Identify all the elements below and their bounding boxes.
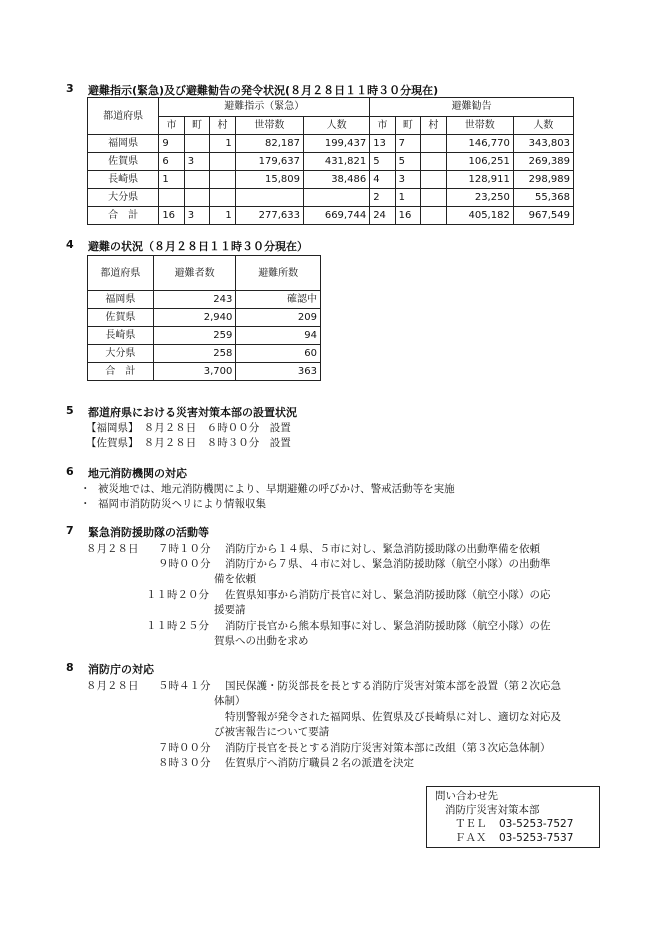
cell: 3 — [184, 207, 209, 225]
date-label: ８月２８日 — [86, 543, 139, 555]
cell — [210, 171, 235, 189]
entry-text-cont: 備を依頼 — [214, 573, 256, 585]
cell — [235, 189, 303, 207]
cell: 1 — [210, 135, 235, 153]
bullet-text: 福岡市消防防災ヘリにより情報収集 — [98, 498, 266, 510]
cell: 3 — [395, 171, 420, 189]
cell: 967,549 — [513, 207, 573, 225]
table-row — [88, 291, 321, 309]
section3-number: 3 — [66, 82, 74, 95]
header-households: 世帯数 — [446, 116, 513, 135]
fax-label: ＦＡＸ — [455, 832, 487, 844]
entry-text-cont: 賀県への出動を求め — [214, 635, 309, 647]
entry-text-cont: び被害報告について要請 — [214, 726, 330, 738]
cell: 5 — [395, 153, 420, 171]
cell: 259 — [153, 327, 236, 345]
cell: 16 — [159, 207, 184, 225]
section3-title: 避難指示(緊急)及び避難勧告の発令状況(８月２８日１１時３０分現在) — [88, 84, 439, 97]
table-row — [88, 135, 574, 153]
entry-time: ７時００分 — [158, 742, 211, 754]
bullet-icon: ・ — [80, 498, 91, 510]
section6-number: 6 — [66, 465, 74, 478]
cell: 405,182 — [446, 207, 513, 225]
cell: 243 — [153, 291, 236, 309]
contact-org: 消防庁災害対策本部 — [445, 804, 540, 816]
cell: 23,250 — [446, 189, 513, 207]
section5-number: 5 — [66, 404, 74, 417]
entry-text: 佐賀県知事から消防庁長官に対し、緊急消防援助隊（航空小隊）の応 — [225, 589, 551, 601]
cell — [184, 171, 209, 189]
entry-time: １１時２５分 — [146, 620, 209, 632]
table-row — [88, 345, 321, 363]
cell — [184, 135, 209, 153]
fax-number: 03-5253-7537 — [499, 832, 574, 844]
bullet-icon: ・ — [80, 483, 91, 495]
cell — [210, 153, 235, 171]
pref-cell: 合 計 — [88, 207, 159, 225]
section7-number: 7 — [66, 524, 74, 537]
section8-number: 8 — [66, 661, 74, 674]
header-city: 市 — [370, 116, 395, 135]
header-pref: 都道府県 — [88, 98, 159, 135]
cell: 277,633 — [235, 207, 303, 225]
contact-tel — [445, 817, 599, 831]
cell: 60 — [236, 345, 321, 363]
entry-time: ７時１０分 — [158, 543, 211, 555]
pref-cell: 福岡県 — [88, 291, 154, 309]
bullet-text: 被災地では、地元消防機関により、早期避難の呼びかけ、警戒活動等を実施 — [98, 483, 455, 495]
section4-title: 避難の状況（８月２８日１１時３０分現在） — [88, 240, 308, 253]
cell: 82,187 — [235, 135, 303, 153]
header-people: 人数 — [303, 116, 369, 135]
table-row — [88, 189, 574, 207]
cell: 199,437 — [303, 135, 369, 153]
header-advisory: 避難勧告 — [370, 98, 574, 117]
cell — [184, 189, 209, 207]
cell — [210, 189, 235, 207]
header-city: 市 — [159, 116, 184, 135]
entry-time: ８時３０分 — [158, 757, 211, 769]
cell: 13 — [370, 135, 395, 153]
entry-text: 特別警報が発令された福岡県、佐賀県及び長崎県に対し、適切な対応及 — [225, 711, 561, 723]
header-evacuees: 避難者数 — [153, 256, 236, 291]
cell: 179,637 — [235, 153, 303, 171]
entry-text: 国民保護・防災部長を長とする消防庁災害対策本部を設置（第２次応急 — [225, 680, 561, 692]
cell: 128,911 — [446, 171, 513, 189]
table-row — [88, 327, 321, 345]
section7-title: 緊急消防援助隊の活動等 — [88, 526, 209, 539]
header-people: 人数 — [513, 116, 573, 135]
table-row — [88, 309, 321, 327]
entry-text: 消防庁長官から熊本県知事に対し、緊急消防援助隊（航空小隊）の佐 — [225, 620, 551, 632]
cell: 55,368 — [513, 189, 573, 207]
hq-line: 【福岡県】 ８月２８日 ６時００分 設置 — [86, 422, 291, 434]
header-shelters: 避難所数 — [236, 256, 321, 291]
header-village: 村 — [210, 116, 235, 135]
total-row — [88, 207, 574, 225]
header-households: 世帯数 — [235, 116, 303, 135]
header-pref: 都道府県 — [88, 256, 154, 291]
cell — [303, 189, 369, 207]
evacuation-status-table — [87, 255, 321, 381]
cell: 2 — [370, 189, 395, 207]
cell: 24 — [370, 207, 395, 225]
entry-text-cont: 体制） — [214, 695, 246, 707]
pref-cell: 長崎県 — [88, 327, 154, 345]
table-row — [88, 153, 574, 171]
header-town: 町 — [184, 116, 209, 135]
entry-time: １１時２０分 — [146, 589, 209, 601]
pref-cell: 大分県 — [88, 345, 154, 363]
cell: 確認中 — [236, 291, 321, 309]
cell: 1 — [159, 171, 184, 189]
cell: 5 — [370, 153, 395, 171]
pref-cell: 佐賀県 — [88, 309, 154, 327]
pref-cell: 長崎県 — [88, 171, 159, 189]
cell: 6 — [159, 153, 184, 171]
cell: 363 — [236, 363, 321, 381]
entry-text: 消防庁から１４県、５市に対し、緊急消防援助隊の出動準備を依頼 — [225, 543, 540, 555]
header-directive: 避難指示（緊急） — [159, 98, 370, 117]
entry-text: 消防庁長官を長とする消防庁災害対策本部に改組（第３次応急体制） — [225, 742, 551, 754]
cell: 16 — [395, 207, 420, 225]
cell — [421, 189, 446, 207]
cell: 3,700 — [153, 363, 236, 381]
cell: 269,389 — [513, 153, 573, 171]
cell: 146,770 — [446, 135, 513, 153]
contact-box — [426, 786, 600, 848]
entry-time: ５時４１分 — [158, 680, 211, 692]
cell — [421, 207, 446, 225]
header-village: 村 — [421, 116, 446, 135]
cell — [159, 189, 184, 207]
cell: 38,486 — [303, 171, 369, 189]
pref-cell: 大分県 — [88, 189, 159, 207]
cell: 3 — [184, 153, 209, 171]
cell: 343,803 — [513, 135, 573, 153]
cell — [421, 135, 446, 153]
hq-line: 【佐賀県】 ８月２８日 ８時３０分 設置 — [86, 437, 291, 449]
cell: 15,809 — [235, 171, 303, 189]
entry-text: 消防庁から７県、４市に対し、緊急消防援助隊（航空小隊）の出動準 — [225, 558, 551, 570]
contact-fax — [445, 831, 599, 845]
contact-title: 問い合わせ先 — [435, 790, 498, 802]
cell: 209 — [236, 309, 321, 327]
section5-title: 都道府県における災害対策本部の設置状況 — [88, 406, 297, 419]
cell — [421, 171, 446, 189]
cell: 669,744 — [303, 207, 369, 225]
entry-time: ９時００分 — [158, 558, 211, 570]
date-label: ８月２８日 — [86, 680, 139, 692]
cell: 431,821 — [303, 153, 369, 171]
cell: 7 — [395, 135, 420, 153]
section8-title: 消防庁の対応 — [88, 663, 154, 676]
cell: 1 — [210, 207, 235, 225]
entry-text: 佐賀県庁へ消防庁職員２名の派遣を決定 — [225, 757, 414, 769]
cell: 9 — [159, 135, 184, 153]
cell: 94 — [236, 327, 321, 345]
cell: 2,940 — [153, 309, 236, 327]
evacuation-order-table — [87, 97, 574, 225]
cell — [421, 153, 446, 171]
pref-cell: 佐賀県 — [88, 153, 159, 171]
cell: 258 — [153, 345, 236, 363]
cell: 106,251 — [446, 153, 513, 171]
tel-number: 03-5253-7527 — [499, 818, 574, 830]
entry-text-cont: 援要請 — [214, 604, 246, 616]
section4-number: 4 — [66, 238, 74, 251]
header-town: 町 — [395, 116, 420, 135]
table-row — [88, 171, 574, 189]
cell: 298,989 — [513, 171, 573, 189]
cell: 1 — [395, 189, 420, 207]
cell: 4 — [370, 171, 395, 189]
pref-cell: 合 計 — [88, 363, 154, 381]
tel-label: ＴＥＬ — [455, 818, 487, 830]
pref-cell: 福岡県 — [88, 135, 159, 153]
total-row — [88, 363, 321, 381]
section6-title: 地元消防機関の対応 — [88, 467, 187, 480]
